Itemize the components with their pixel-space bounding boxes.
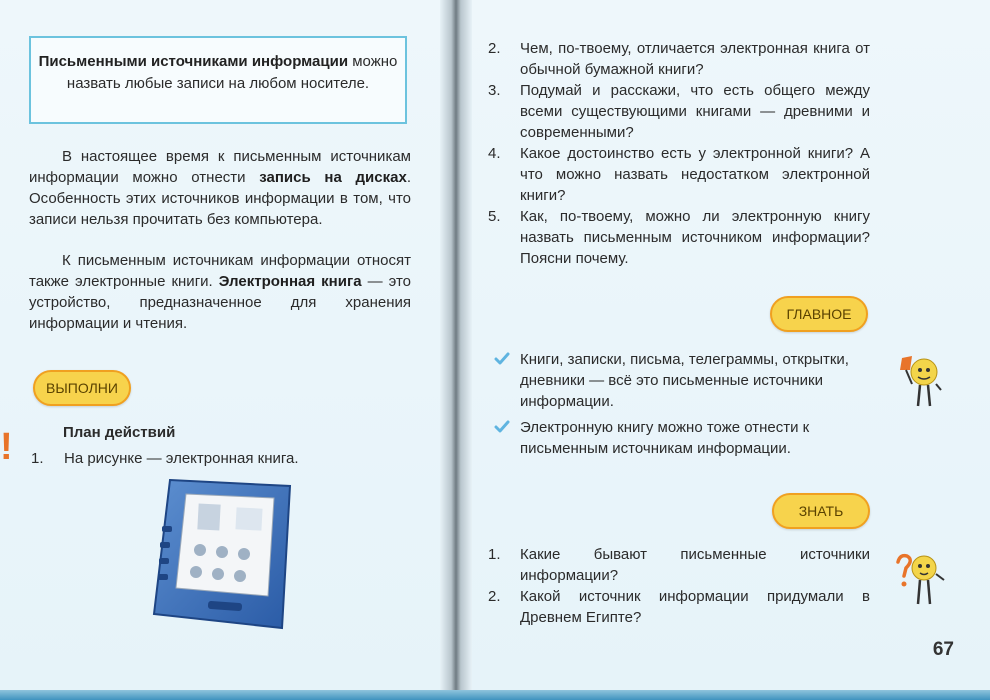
paragraph-1 bbox=[29, 146, 411, 230]
question-4 bbox=[488, 143, 870, 206]
rule-bold: Письменными источниками информации bbox=[38, 53, 349, 70]
paragraph-1-text2: . Особенность этих источников информации в том, что записи нельзя прочитать без компьютера. bbox=[29, 169, 411, 228]
page-number: 67 bbox=[932, 639, 954, 660]
question-text: Чем, по-твоему, отличается электронная книга от обычной бумажной книги? bbox=[520, 40, 870, 78]
exclamation-icon: ! bbox=[0, 426, 13, 468]
bottom-bar bbox=[0, 690, 990, 700]
ereader-image bbox=[150, 476, 296, 632]
know-question-1 bbox=[488, 544, 870, 586]
paragraph-2-text: К письменным источникам информации относят также электронные книги. bbox=[29, 252, 411, 290]
question-5 bbox=[488, 206, 870, 269]
mascot-bell bbox=[896, 350, 946, 412]
know-badge: ЗНАТЬ bbox=[772, 493, 870, 529]
summary-item-2: Электронную книгу можно тоже отнести к письменным источникам информации. bbox=[520, 419, 810, 457]
question-text: Какое достоинство есть у электронной книги? А что можно назвать недостатком электронной книги? bbox=[520, 145, 870, 204]
know-question-2 bbox=[488, 586, 870, 628]
do-badge: ВЫПОЛНИ bbox=[33, 370, 131, 406]
plan-item-num: 1. bbox=[31, 450, 44, 467]
question-num: 5. bbox=[488, 208, 501, 225]
question-list bbox=[488, 38, 870, 269]
know-question-num: 2. bbox=[488, 588, 501, 605]
question-3 bbox=[488, 80, 870, 143]
summary-item-1: Книги, записки, письма, телеграммы, открытки, дневники — всё это письменные источники информации. bbox=[520, 351, 849, 410]
know-question-list bbox=[488, 544, 870, 628]
know-question-text: Какой источник информации придумали в Древнем Египте? bbox=[520, 588, 870, 626]
book-spine bbox=[440, 0, 472, 700]
question-num: 4. bbox=[488, 145, 501, 162]
question-num: 3. bbox=[488, 82, 501, 99]
checkmark-icon bbox=[494, 419, 510, 435]
rule-text: можно назвать любые записи на любом носителе. bbox=[66, 53, 398, 92]
paragraph-2-text2: — это устройство, предназначенное для хранения информации и чтения. bbox=[29, 273, 411, 332]
question-text: Как, по-твоему, можно ли электронную книгу назвать письменным источником информации? Поясни почему. bbox=[520, 208, 870, 267]
paragraph-2 bbox=[29, 250, 411, 334]
main-badge: ГЛАВНОЕ bbox=[770, 296, 868, 332]
paragraph-1-bold: запись на дисках bbox=[259, 169, 407, 186]
paragraph-2-bold: Электронная книга bbox=[218, 273, 362, 290]
plan-item-text: На рисунке — электронная книга. bbox=[64, 450, 299, 467]
plan-item-1 bbox=[31, 448, 411, 470]
checkmark-icon bbox=[494, 351, 510, 367]
plan-title: План действий bbox=[63, 424, 176, 441]
mascot-question bbox=[892, 552, 948, 610]
know-question-num: 1. bbox=[488, 546, 501, 563]
know-question-text: Какие бывают письменные источники информации? bbox=[520, 546, 870, 584]
paragraph-1-text: В настоящее время к письменным источникам информации можно отнести bbox=[29, 148, 411, 186]
rule-box bbox=[29, 36, 407, 124]
question-2 bbox=[488, 38, 870, 80]
question-text: Подумай и расскажи, что есть общего между всеми существующими книгами — древними и современными? bbox=[520, 82, 870, 141]
question-num: 2. bbox=[488, 40, 501, 57]
